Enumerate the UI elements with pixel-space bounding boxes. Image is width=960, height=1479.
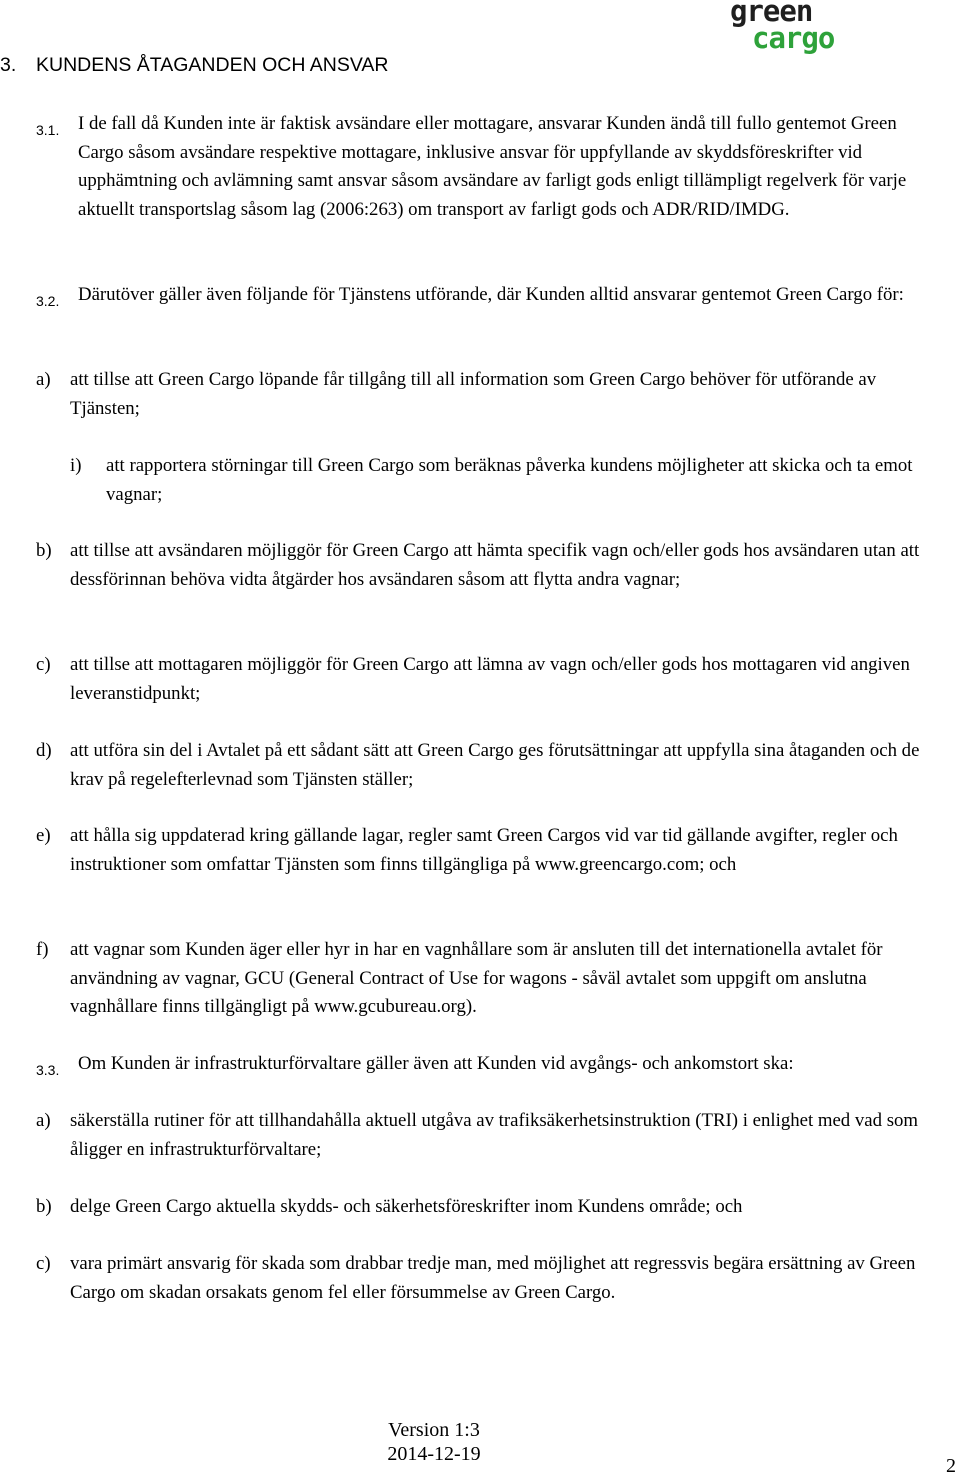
list-item-text: att utföra sin del i Avtalet på ett sådant sätt att Green Cargo ges förutsättningar att uppfylla sina åtaganden och de krav på regelefterlevnad som Tjänsten ställer; xyxy=(70,740,920,790)
list-item xyxy=(36,936,920,1022)
list-item xyxy=(36,366,920,423)
paragraph-3-3 xyxy=(36,1050,920,1079)
paragraph-number: 3.1. xyxy=(36,122,60,138)
list-item-text: att vagnar som Kunden äger eller hyr in har en vagnhållare som är ansluten till det internationella avtalet för användning av vagnar, GCU (General Contract of Use for wagons - såväl avtalet som uppgift om anslutna vagnhållare finns tillgängligt på www.gcubureau.org). xyxy=(70,939,883,1017)
list-item-label: c) xyxy=(36,1253,51,1274)
list-item-label: a) xyxy=(36,369,51,390)
list-item-label: b) xyxy=(36,540,52,561)
list-item xyxy=(36,651,920,708)
list-item-label: i) xyxy=(70,455,82,476)
list-item xyxy=(36,1107,920,1164)
list-item-label: e) xyxy=(36,825,51,846)
list-subitem xyxy=(70,452,920,509)
list-item xyxy=(36,737,920,794)
list-item xyxy=(36,1193,920,1222)
list-item-label: f) xyxy=(36,939,49,960)
list-item xyxy=(36,1250,920,1307)
paragraph-3-1 xyxy=(36,110,920,224)
footer-date: 2014-12-19 xyxy=(387,1443,481,1465)
page-number: 2 xyxy=(946,1455,956,1477)
paragraph-text: Därutöver gäller även följande för Tjänstens utförande, där Kunden alltid ansvarar gentemot Green Cargo för: xyxy=(78,284,904,305)
list-item-label: b) xyxy=(36,1196,52,1217)
list-item-text: att rapportera störningar till Green Cargo som beräknas påverka kundens möjligheter att skicka och ta emot vagnar; xyxy=(106,455,913,505)
paragraph-3-2 xyxy=(36,281,920,310)
section-number: 3. xyxy=(0,54,17,76)
list-item-label: a) xyxy=(36,1110,51,1131)
section-heading xyxy=(0,54,389,77)
list-item-text: att tillse att mottagaren möjliggör för Green Cargo att lämna av vagn och/eller gods hos mottagaren vid angiven leveranstidpunkt; xyxy=(70,654,910,704)
list-item-text: vara primärt ansvarig för skada som drabbar tredje man, med möjlighet att regressvis begära ersättning av Green Cargo om skadan orsakats genom fel eller försummelse av Green Cargo. xyxy=(70,1253,916,1303)
section-title: KUNDENS ÅTAGANDEN OCH ANSVAR xyxy=(36,54,389,76)
logo-line-cargo: cargo xyxy=(752,21,835,55)
list-item xyxy=(36,822,920,879)
paragraph-number: 3.3. xyxy=(36,1062,60,1078)
list-item-text: att hålla sig uppdaterad kring gällande lagar, regler samt Green Cargos vid var tid gällande avgifter, regler och instruktioner som omfattar Tjänsten som finns tillgängliga på www.greencargo.com; och xyxy=(70,825,898,875)
list-item-text: delge Green Cargo aktuella skydds- och säkerhetsföreskrifter inom Kundens område; och xyxy=(70,1196,743,1217)
list-item-label: d) xyxy=(36,740,52,761)
list-item-text: att tillse att Green Cargo löpande får tillgång till all information som Green Cargo behöver för utförande av Tjänsten; xyxy=(70,369,877,419)
paragraph-text: Om Kunden är infrastrukturförvaltare gäller även att Kunden vid avgångs- och ankomstort ska: xyxy=(78,1053,794,1074)
list-item-text: att tillse att avsändaren möjliggör för Green Cargo att hämta specifik vagn och/eller gods hos avsändaren utan att dessförinnan behöva vidta åtgärder hos avsändaren såsom att flytta andra vagnar; xyxy=(70,540,920,590)
footer-version: Version 1:3 xyxy=(388,1419,480,1441)
paragraph-number: 3.2. xyxy=(36,293,60,309)
list-item-label: c) xyxy=(36,654,51,675)
green-cargo-logo xyxy=(730,0,880,58)
paragraph-text: I de fall då Kunden inte är faktisk avsändare eller mottagare, ansvarar Kunden ändå till fullo gentemot Green Cargo såsom avsändare respektive mottagare, inklusive ansvar för uppfyllande av skyddsföreskrifter vid upphämtning och avlämning samt ansvar såsom avsändare av farligt gods enligt tillämpligt regelverk för varje aktuellt transportslag såsom lag (2006:263) om transport av farligt gods och ADR/RID/IMDG. xyxy=(78,113,907,220)
logo-line-green: green xyxy=(730,0,813,28)
list-item-text: säkerställa rutiner för att tillhandahålla aktuell utgåva av trafiksäkerhetsinstruktion (TRI) i enlighet med vad som åligger en infrastrukturförvaltare; xyxy=(70,1110,919,1160)
list-item xyxy=(36,537,920,594)
